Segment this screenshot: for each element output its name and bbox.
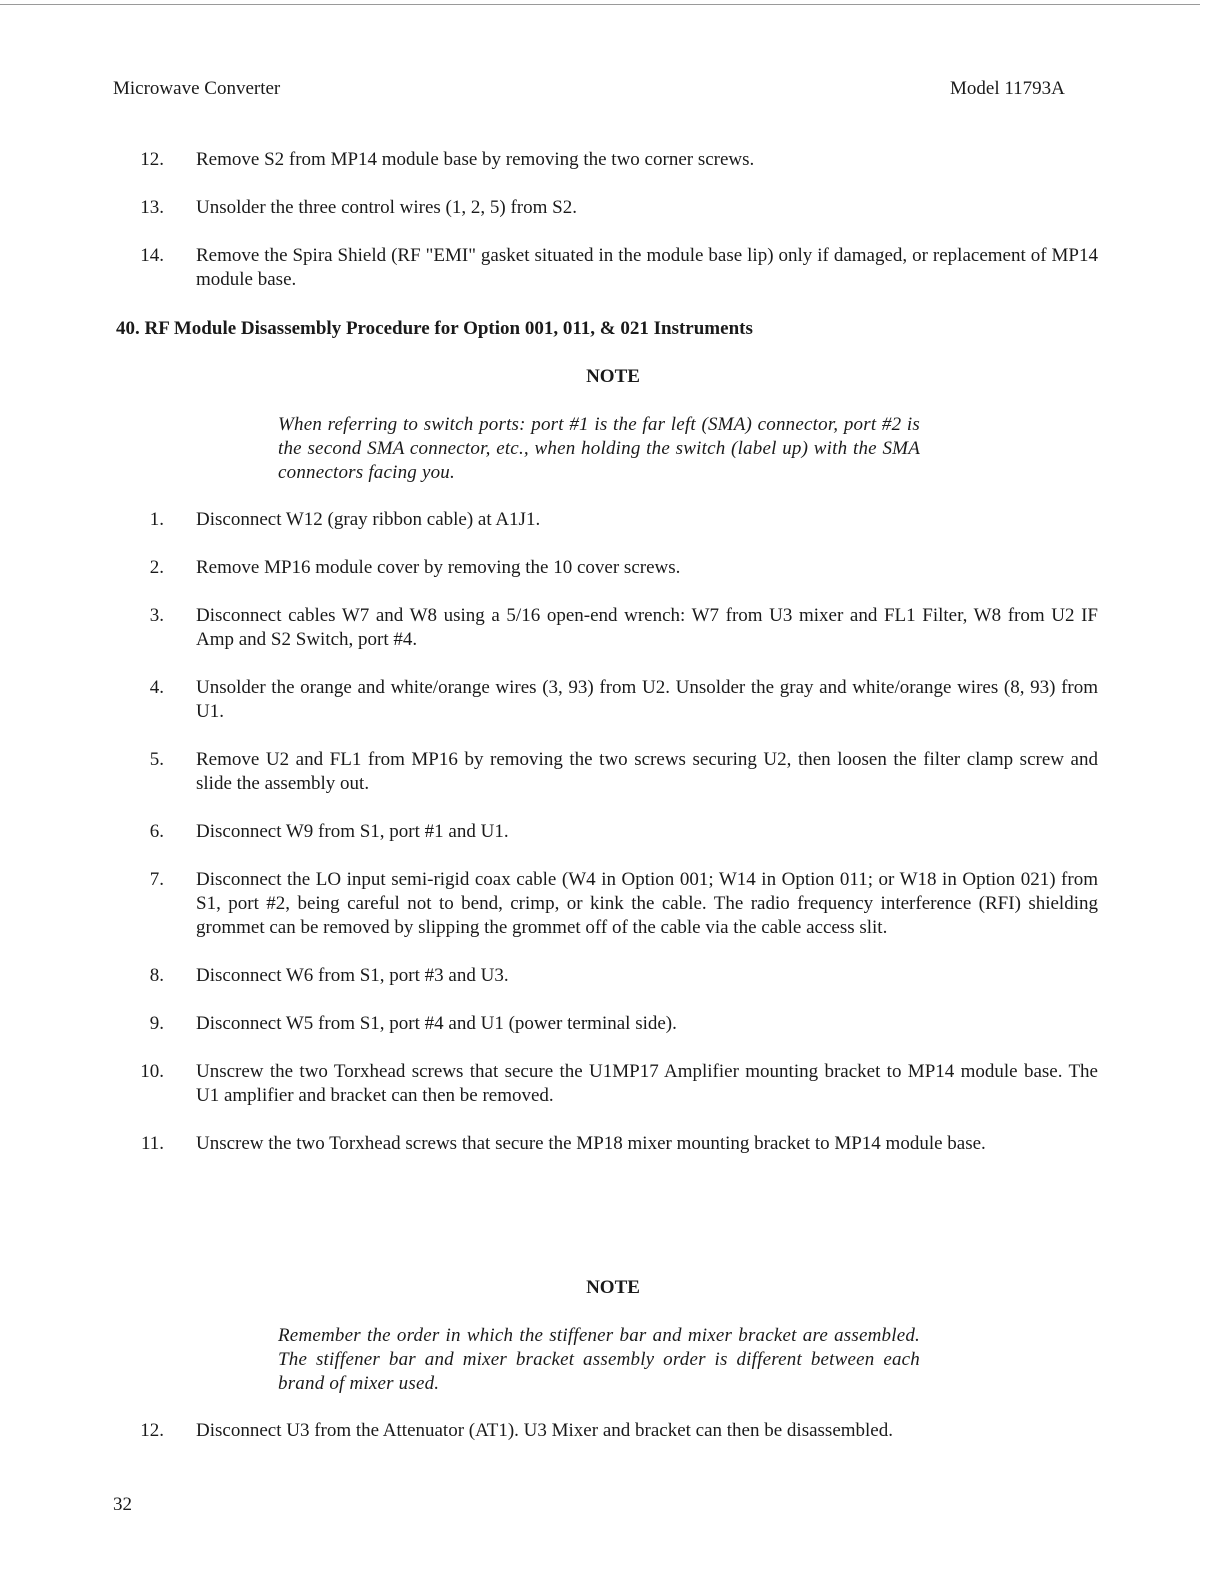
step-text: Unscrew the two Torxhead screws that secure the U1MP17 Amplifier mounting bracket to MP14 module base. The U1 amplifier and bracket can then be removed.	[196, 1061, 1098, 1106]
top-rule	[0, 4, 1200, 5]
page-number: 32	[113, 1494, 132, 1515]
running-header-title: Microwave Converter	[113, 78, 281, 99]
step-text: Remove S2 from MP14 module base by removing the two corner screws.	[196, 149, 755, 170]
note-heading: NOTE	[586, 1277, 640, 1298]
step-number: 5.	[149, 749, 164, 770]
list-item	[0, 508, 1226, 532]
step-text: Remove the Spira Shield (RF "EMI" gasket situated in the module base lip) only if damaged, or replacement of MP14 module base.	[196, 245, 1098, 290]
list-item	[0, 1012, 1226, 1036]
step-number: 9.	[149, 1013, 164, 1034]
section-title: 40. RF Module Disassembly Procedure for Option 001, 011, & 021 Instruments	[116, 318, 753, 339]
step-text: Disconnect W9 from S1, port #1 and U1.	[196, 821, 509, 842]
step-text: Unsolder the orange and white/orange wires (3, 93) from U2. Unsolder the gray and white/orange wires (8, 93) from U1.	[196, 677, 1098, 722]
step-text: Unscrew the two Torxhead screws that secure the MP18 mixer mounting bracket to MP14 module base.	[196, 1133, 986, 1154]
list-item	[0, 820, 1226, 844]
step-number: 14.	[140, 245, 164, 266]
list-item	[0, 1060, 1226, 1108]
step-number: 3.	[149, 605, 164, 626]
step-text: Disconnect cables W7 and W8 using a 5/16 open-end wrench: W7 from U3 mixer and FL1 Filter, W8 from U2 IF Amp and S2 Switch, port #4.	[196, 605, 1098, 650]
list-item	[0, 868, 1226, 940]
step-number: 12.	[140, 1420, 164, 1441]
list-item	[0, 196, 1226, 220]
running-header-model: Model 11793A	[950, 78, 1065, 99]
step-number: 2.	[149, 557, 164, 578]
list-item	[0, 1419, 1226, 1443]
step-number: 11.	[140, 1133, 164, 1154]
step-list-c	[0, 1419, 1226, 1443]
list-item	[0, 748, 1226, 796]
note-heading: NOTE	[586, 366, 640, 387]
note-text: When referring to switch ports: port #1 is the far left (SMA) connector, port #2 is the second SMA connector, etc., when holding the switch (label up) with the SMA connectors facing you.	[278, 414, 920, 483]
step-text: Disconnect the LO input semi-rigid coax cable (W4 in Option 001; W14 in Option 011; or W18 in Option 021) from S1, port #2, being careful not to bend, crimp, or kink the cable. The radio frequency interference (RFI) shielding grommet can be removed by slipping the grommet off of the cable via the cable access slit.	[196, 869, 1098, 938]
list-item	[0, 604, 1226, 652]
note-text: Remember the order in which the stiffener bar and mixer bracket are assembled. The stiffener bar and mixer bracket assembly order is different between each brand of mixer used.	[278, 1325, 920, 1394]
step-number: 4.	[149, 677, 164, 698]
list-item	[0, 244, 1226, 292]
list-item	[0, 148, 1226, 172]
list-item	[0, 964, 1226, 988]
step-text: Disconnect W6 from S1, port #3 and U3.	[196, 965, 509, 986]
step-text: Disconnect W12 (gray ribbon cable) at A1J1.	[196, 509, 541, 530]
step-number: 1.	[149, 509, 164, 530]
list-item	[0, 676, 1226, 724]
step-text: Remove MP16 module cover by removing the 10 cover screws.	[196, 557, 681, 578]
list-item	[0, 1132, 1226, 1156]
step-number: 7.	[149, 869, 164, 890]
step-number: 6.	[149, 821, 164, 842]
step-text: Disconnect U3 from the Attenuator (AT1). U3 Mixer and bracket can then be disassembled.	[196, 1420, 893, 1441]
list-item	[0, 556, 1226, 580]
step-number: 8.	[149, 965, 164, 986]
step-text: Disconnect W5 from S1, port #4 and U1 (power terminal side).	[196, 1013, 677, 1034]
step-text: Unsolder the three control wires (1, 2, 5) from S2.	[196, 197, 577, 218]
step-list-b	[0, 508, 1226, 1156]
step-number: 12.	[140, 149, 164, 170]
step-number: 13.	[140, 197, 164, 218]
step-number: 10.	[140, 1061, 164, 1082]
step-list-a	[0, 148, 1226, 292]
step-text: Remove U2 and FL1 from MP16 by removing the two screws securing U2, then loosen the filter clamp screw and slide the assembly out.	[196, 749, 1098, 794]
